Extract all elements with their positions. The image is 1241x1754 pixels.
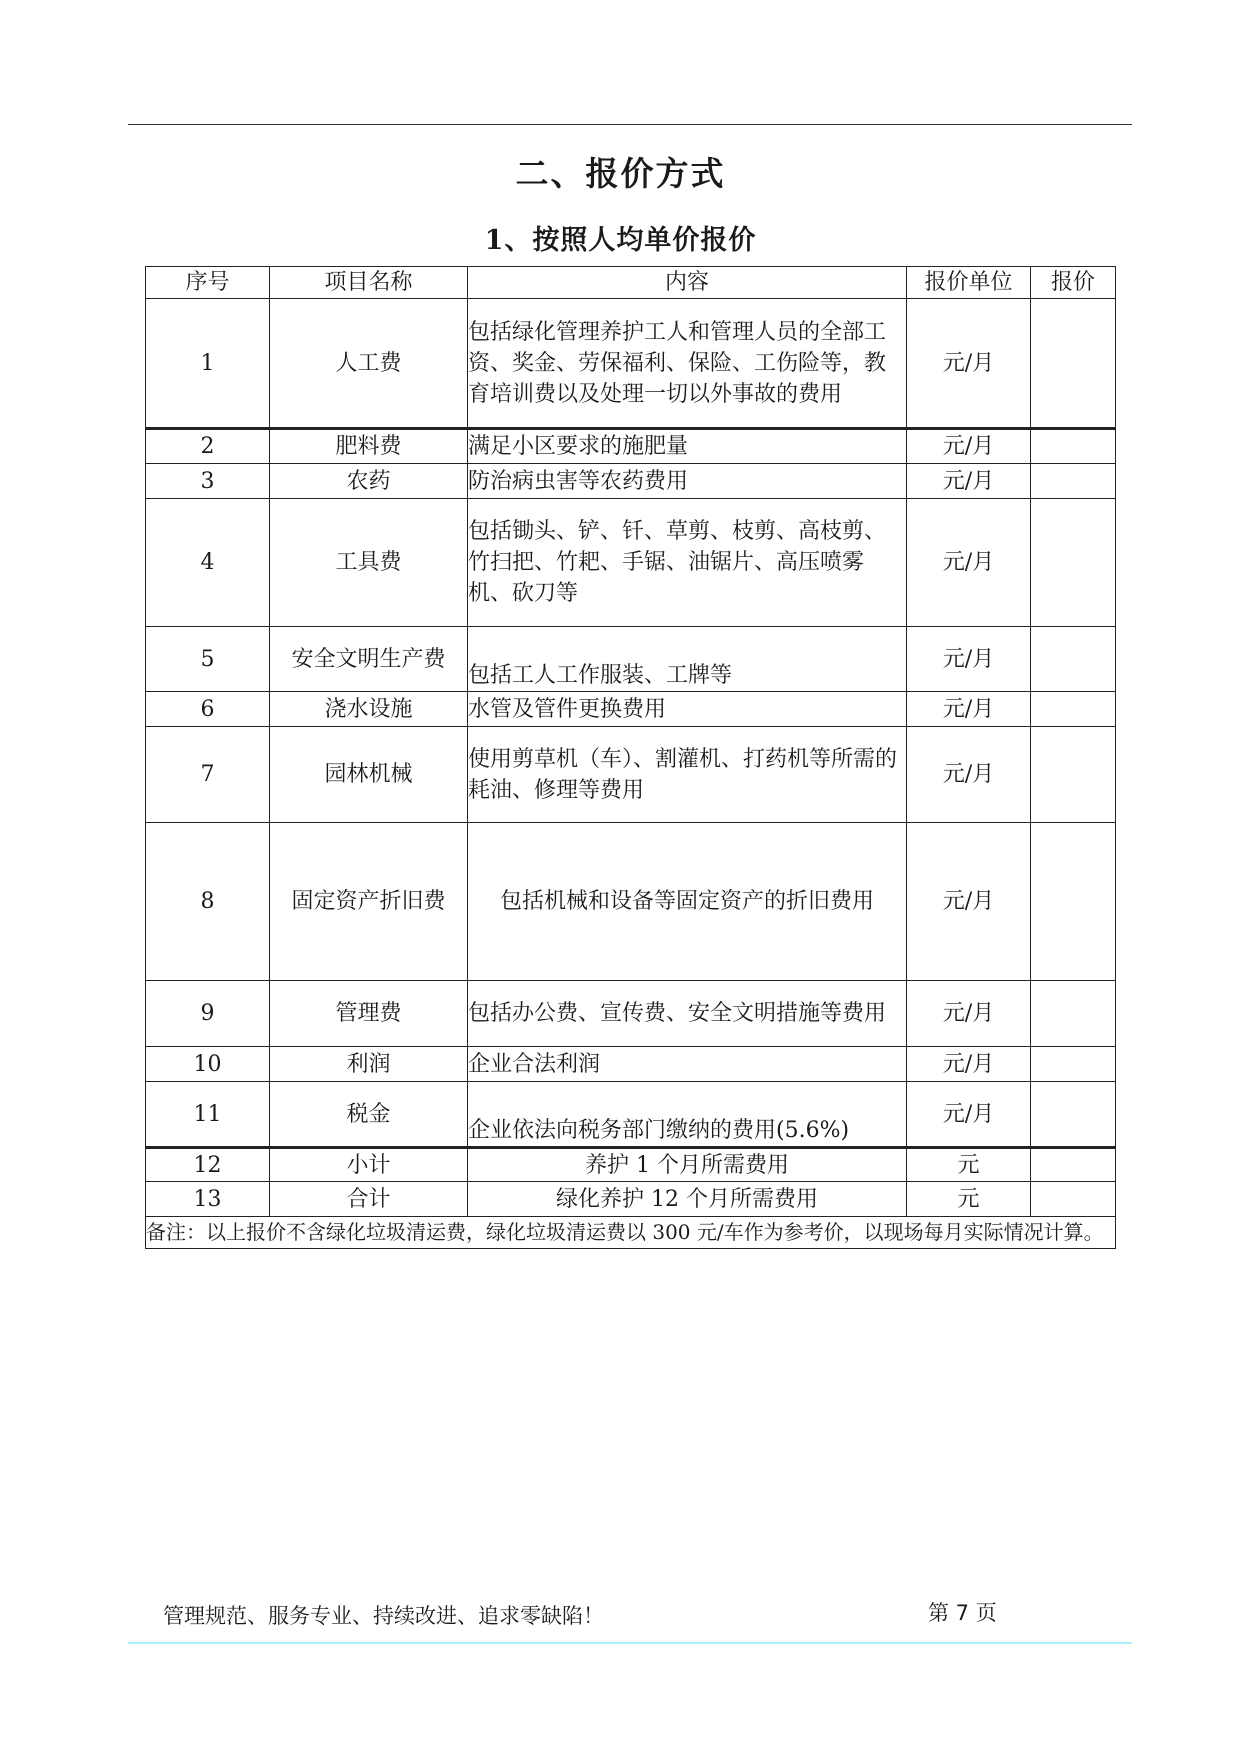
row-unit: 元/月 bbox=[907, 499, 1031, 627]
row-no: 12 bbox=[146, 1148, 270, 1182]
row-unit: 元 bbox=[907, 1182, 1031, 1217]
table-note: 备注：以上报价不含绿化垃圾清运费，绿化垃圾清运费以 300 元/车作为参考价，以现场每月实际情况计算。 bbox=[146, 1217, 1116, 1249]
row-content: 防治病虫害等农药费用 bbox=[468, 464, 907, 499]
row-no: 8 bbox=[146, 823, 270, 981]
row-content: 企业依法向税务部门缴纳的费用(5.6%) bbox=[468, 1082, 907, 1148]
row-price bbox=[1031, 692, 1116, 727]
row-price bbox=[1031, 1148, 1116, 1182]
row-name: 利润 bbox=[270, 1047, 468, 1082]
row-content: 养护 1 个月所需费用 bbox=[468, 1148, 907, 1182]
row-price bbox=[1031, 429, 1116, 464]
row-content: 包括机械和设备等固定资产的折旧费用 bbox=[468, 823, 907, 981]
table-row bbox=[146, 1082, 1116, 1148]
row-no: 3 bbox=[146, 464, 270, 499]
row-content: 包括锄头、铲、钎、草剪、枝剪、高枝剪、竹扫把、竹耙、手锯、油锯片、高压喷雾机、砍刀等 bbox=[468, 499, 907, 627]
row-no: 7 bbox=[146, 727, 270, 823]
table-note-row bbox=[146, 1217, 1116, 1249]
row-content: 水管及管件更换费用 bbox=[468, 692, 907, 727]
row-no: 6 bbox=[146, 692, 270, 727]
header-no: 序号 bbox=[146, 267, 270, 299]
row-content: 满足小区要求的施肥量 bbox=[468, 429, 907, 464]
row-name: 园林机械 bbox=[270, 727, 468, 823]
row-no: 10 bbox=[146, 1047, 270, 1082]
table-row bbox=[146, 464, 1116, 499]
table-row bbox=[146, 299, 1116, 429]
table-row bbox=[146, 823, 1116, 981]
table-row bbox=[146, 1047, 1116, 1082]
section-title: 二、报价方式 bbox=[515, 154, 726, 193]
row-unit: 元/月 bbox=[907, 692, 1031, 727]
row-name: 工具费 bbox=[270, 499, 468, 627]
quote-table bbox=[145, 266, 1116, 1249]
row-content: 包括绿化管理养护工人和管理人员的全部工资、奖金、劳保福利、保险、工伤险等，教育培训费以及处理一切以外事故的费用 bbox=[468, 299, 907, 429]
row-unit: 元/月 bbox=[907, 299, 1031, 429]
row-content: 包括办公费、宣传费、安全文明措施等费用 bbox=[468, 981, 907, 1047]
sub-title: 1、按照人均单价报价 bbox=[484, 225, 757, 256]
row-name: 管理费 bbox=[270, 981, 468, 1047]
row-unit: 元/月 bbox=[907, 823, 1031, 981]
row-name: 固定资产折旧费 bbox=[270, 823, 468, 981]
row-name: 合计 bbox=[270, 1182, 468, 1217]
table-row bbox=[146, 429, 1116, 464]
row-content: 使用剪草机（车）、割灌机、打药机等所需的耗油、修理等费用 bbox=[468, 727, 907, 823]
table-row bbox=[146, 981, 1116, 1047]
row-unit: 元 bbox=[907, 1148, 1031, 1182]
row-name: 农药 bbox=[270, 464, 468, 499]
row-no: 5 bbox=[146, 627, 270, 692]
header-name: 项目名称 bbox=[270, 267, 468, 299]
row-price bbox=[1031, 1082, 1116, 1148]
row-no: 11 bbox=[146, 1082, 270, 1148]
row-name: 安全文明生产费 bbox=[270, 627, 468, 692]
table-row bbox=[146, 1182, 1116, 1217]
row-unit: 元/月 bbox=[907, 429, 1031, 464]
row-price bbox=[1031, 299, 1116, 429]
row-no: 1 bbox=[146, 299, 270, 429]
header-price: 报价 bbox=[1031, 267, 1116, 299]
row-no: 9 bbox=[146, 981, 270, 1047]
row-name: 肥料费 bbox=[270, 429, 468, 464]
row-price bbox=[1031, 627, 1116, 692]
row-price bbox=[1031, 727, 1116, 823]
table-row bbox=[146, 692, 1116, 727]
table-row bbox=[146, 627, 1116, 692]
row-unit: 元/月 bbox=[907, 464, 1031, 499]
table-header-row bbox=[146, 267, 1116, 299]
row-name: 税金 bbox=[270, 1082, 468, 1148]
row-unit: 元/月 bbox=[907, 1047, 1031, 1082]
row-unit: 元/月 bbox=[907, 1082, 1031, 1148]
row-content: 绿化养护 12 个月所需费用 bbox=[468, 1182, 907, 1217]
row-price bbox=[1031, 981, 1116, 1047]
row-content: 包括工人工作服装、工牌等 bbox=[468, 627, 907, 692]
row-name: 浇水设施 bbox=[270, 692, 468, 727]
page-number: 第 7 页 bbox=[928, 1601, 997, 1625]
row-price bbox=[1031, 1182, 1116, 1217]
row-no: 13 bbox=[146, 1182, 270, 1217]
row-name: 人工费 bbox=[270, 299, 468, 429]
footer-slogan: 管理规范、服务专业、持续改进、追求零缺陷！ bbox=[163, 1604, 604, 1628]
row-no: 2 bbox=[146, 429, 270, 464]
row-content: 企业合法利润 bbox=[468, 1047, 907, 1082]
row-price bbox=[1031, 464, 1116, 499]
row-name: 小计 bbox=[270, 1148, 468, 1182]
footer-rule bbox=[128, 1642, 1132, 1644]
row-unit: 元/月 bbox=[907, 627, 1031, 692]
row-price bbox=[1031, 823, 1116, 981]
header-rule bbox=[128, 124, 1132, 125]
header-content: 内容 bbox=[468, 267, 907, 299]
table-row bbox=[146, 499, 1116, 627]
row-price bbox=[1031, 499, 1116, 627]
row-unit: 元/月 bbox=[907, 727, 1031, 823]
row-price bbox=[1031, 1047, 1116, 1082]
table-row bbox=[146, 1148, 1116, 1182]
table-row bbox=[146, 727, 1116, 823]
row-no: 4 bbox=[146, 499, 270, 627]
header-unit: 报价单位 bbox=[907, 267, 1031, 299]
row-unit: 元/月 bbox=[907, 981, 1031, 1047]
